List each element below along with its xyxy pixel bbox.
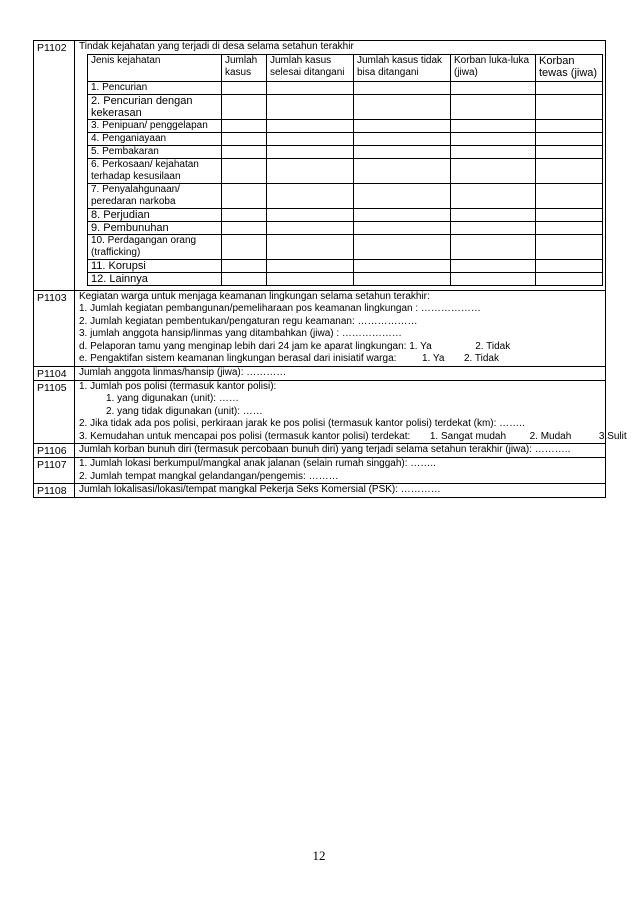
header-cell: Korban luka-luka (jiwa): [451, 54, 536, 81]
input-cell[interactable]: [267, 132, 354, 145]
input-cell[interactable]: [222, 81, 267, 94]
header-cell: Jumlah kasus: [222, 54, 267, 81]
input-cell[interactable]: [267, 208, 354, 221]
option-sulit[interactable]: 3.Sulit: [598, 430, 627, 442]
row-p1104: [34, 367, 605, 381]
row-p1103: [34, 291, 605, 367]
input-cell[interactable]: [536, 119, 603, 132]
input-cell[interactable]: [222, 132, 267, 145]
question-title: Tindak kejahatan yang terjadi di desa selama setahun terakhir: [79, 41, 354, 52]
input-cell[interactable]: [267, 234, 354, 259]
row-p1106: [34, 444, 605, 458]
page-number: 12: [312, 848, 326, 863]
table-row: [88, 145, 603, 158]
question-item: 1. Jumlah lokasi berkumpul/mangkal anak jalanan (selain rumah singgah): ……..: [79, 458, 436, 469]
question-title: Kegiatan warga untuk menjaga keamanan lingkungan selama setahun terakhir:: [79, 290, 430, 302]
input-cell[interactable]: [536, 272, 603, 285]
table-row: [88, 234, 603, 259]
question-code: P1102: [34, 41, 75, 290]
input-cell[interactable]: [451, 208, 536, 221]
input-cell[interactable]: [451, 119, 536, 132]
table-row: [88, 221, 603, 234]
question-item-e: e. Pengaktifan sistem keamanan lingkungan berasal dari inisiatif warga:: [79, 353, 397, 364]
input-cell[interactable]: [536, 234, 603, 259]
input-cell[interactable]: [354, 145, 451, 158]
input-cell[interactable]: [536, 221, 603, 234]
input-cell[interactable]: [354, 81, 451, 94]
option-tidak[interactable]: 2. Tidak: [475, 340, 511, 352]
crime-label: 9. Pembunuhan: [88, 221, 222, 234]
input-cell[interactable]: [536, 81, 603, 94]
row-p1105: [34, 380, 627, 445]
crime-label: 2. Pencurian dengan kekerasan: [88, 94, 222, 119]
table-row: [88, 183, 603, 208]
input-cell[interactable]: [451, 259, 536, 272]
question-code: P1108: [34, 484, 75, 497]
table-row: [88, 259, 603, 272]
crime-label: 7. Penyalahgunaan/ peredaran narkoba: [88, 183, 222, 208]
question-item: 1. Jumlah pos polisi (termasuk kantor polisi):: [79, 380, 277, 392]
crime-table-header: [88, 54, 603, 81]
input-cell[interactable]: [222, 272, 267, 285]
input-cell[interactable]: [222, 145, 267, 158]
table-row: [88, 208, 603, 221]
input-cell[interactable]: [267, 81, 354, 94]
input-cell[interactable]: [267, 183, 354, 208]
question-item: [79, 353, 605, 366]
table-row: [88, 119, 603, 132]
question-text: Jumlah anggota linmas/hansip (jiwa): …………: [79, 366, 287, 378]
input-cell[interactable]: [222, 208, 267, 221]
table-row: [88, 81, 603, 94]
input-cell[interactable]: [536, 183, 603, 208]
question-subitem: 1. yang digunakan (unit): ……: [106, 393, 239, 404]
crime-label: 8. Perjudian: [88, 208, 222, 221]
input-cell[interactable]: [354, 221, 451, 234]
header-cell: Jenis kejahatan: [88, 54, 222, 81]
question-item-3: 3. Kemudahan untuk mencapai pos polisi (termasuk kantor polisi) terdekat:: [79, 430, 411, 442]
question-subitem: 2. yang tidak digunakan (unit): ……: [106, 405, 263, 417]
question-item: 3. jumlah anggota hansip/linmas yang ditambahkan (jiwa) : ………………: [79, 328, 402, 339]
questionnaire-table: [33, 40, 627, 498]
row-p1108: [34, 484, 605, 497]
question-item: 2. Jika tidak ada pos polisi, perkiraan jarak ke pos polisi (termasuk kantor polisi) terdekat (km): ……..: [79, 418, 525, 429]
question-item: 1. Jumlah kegiatan pembangunan/pemeliharaan pos keamanan lingkungan : ………………: [79, 303, 481, 314]
input-cell[interactable]: [354, 208, 451, 221]
input-cell[interactable]: [354, 183, 451, 208]
input-cell[interactable]: [354, 119, 451, 132]
crime-label: 5. Pembakaran: [88, 145, 222, 158]
crime-label: 4. Penganiayaan: [88, 132, 222, 145]
input-cell[interactable]: [451, 81, 536, 94]
question-code: P1105: [34, 381, 75, 444]
question-code: P1107: [34, 458, 75, 483]
input-cell[interactable]: [354, 94, 451, 119]
input-cell[interactable]: [222, 119, 267, 132]
question-text: Jumlah lokalisasi/lokasi/tempat mangkal Pekerja Seks Komersial (PSK): …………: [79, 484, 441, 495]
question-item: 2. Jumlah kegiatan pembentukan/pengaturan regu keamanan: ………………: [79, 315, 418, 327]
input-cell[interactable]: [536, 158, 603, 183]
input-cell[interactable]: [267, 158, 354, 183]
input-cell[interactable]: [222, 234, 267, 259]
input-cell[interactable]: [267, 145, 354, 158]
input-cell[interactable]: [354, 259, 451, 272]
question-code: P1103: [34, 291, 75, 366]
header-cell: Korban tewas (jiwa): [536, 54, 603, 81]
table-row: [88, 272, 603, 285]
input-cell[interactable]: [222, 221, 267, 234]
input-cell[interactable]: [536, 259, 603, 272]
crime-label: 3. Penipuan/ penggelapan: [88, 119, 222, 132]
question-text: Jumlah korban bunuh diri (termasuk percobaan bunuh diri) yang terjadi selama setahun terakhir (jiwa): ………..: [79, 444, 571, 455]
input-cell[interactable]: [222, 94, 267, 119]
table-row: [88, 132, 603, 145]
crime-label: 11. Korupsi: [88, 259, 222, 272]
input-cell[interactable]: [536, 208, 603, 221]
input-cell[interactable]: [451, 94, 536, 119]
option-tidak[interactable]: 2. Tidak: [463, 353, 499, 364]
question-code: P1104: [34, 367, 75, 380]
table-row: [88, 94, 603, 119]
input-cell[interactable]: [536, 94, 603, 119]
input-cell[interactable]: [451, 234, 536, 259]
crime-label: 12. Lainnya: [88, 272, 222, 285]
row-p1102: [34, 41, 605, 291]
input-cell[interactable]: [354, 234, 451, 259]
input-cell[interactable]: [536, 145, 603, 158]
input-cell[interactable]: [222, 158, 267, 183]
input-cell[interactable]: [267, 119, 354, 132]
option-sangat-mudah[interactable]: 1. Sangat mudah: [429, 430, 507, 442]
input-cell[interactable]: [267, 272, 354, 285]
question-item: [79, 341, 605, 354]
input-cell[interactable]: [451, 145, 536, 158]
input-cell[interactable]: [267, 94, 354, 119]
crime-table: [87, 54, 603, 286]
input-cell[interactable]: [267, 221, 354, 234]
table-row: [88, 158, 603, 183]
input-cell[interactable]: [354, 272, 451, 285]
input-cell[interactable]: [451, 132, 536, 145]
header-cell: Jumlah kasus tidak bisa ditangani: [354, 54, 451, 81]
input-cell[interactable]: [267, 259, 354, 272]
row-p1107: [34, 458, 605, 484]
option-mudah[interactable]: 2. Mudah: [529, 430, 572, 442]
input-cell[interactable]: [222, 183, 267, 208]
header-cell: Jumlah kasus selesai ditangani: [267, 54, 354, 81]
question-item: [79, 430, 627, 444]
input-cell[interactable]: [354, 132, 451, 145]
input-cell[interactable]: [536, 132, 603, 145]
input-cell[interactable]: [222, 259, 267, 272]
crime-label: 10. Perdagangan orang (trafficking): [88, 234, 222, 259]
input-cell[interactable]: [451, 221, 536, 234]
crime-label: 6. Perkosaan/ kejahatan terhadap kesusilaan: [88, 158, 222, 183]
input-cell[interactable]: [451, 272, 536, 285]
input-cell[interactable]: [354, 158, 451, 183]
crime-label: 1. Pencurian: [88, 81, 222, 94]
input-cell[interactable]: [451, 158, 536, 183]
question-item-d: d. Pelaporan tamu yang menginap lebih dari 24 jam ke aparat lingkungan: 1. Ya: [79, 340, 432, 352]
input-cell[interactable]: [451, 183, 536, 208]
question-code: P1106: [34, 444, 75, 457]
question-item: 2. Jumlah tempat mangkal gelandangan/pengemis: ………: [79, 470, 339, 482]
option-ya[interactable]: 1. Ya: [421, 353, 445, 364]
